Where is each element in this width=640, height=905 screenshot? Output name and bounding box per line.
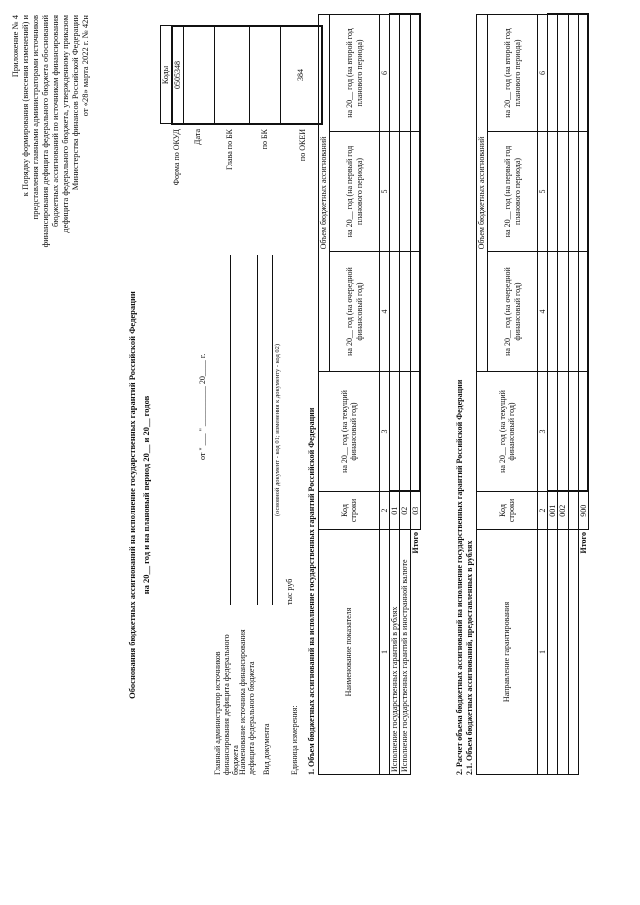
s1-total-cell[interactable]	[410, 132, 420, 252]
glava-code-cell[interactable]	[215, 26, 250, 124]
s1-num: 5	[380, 132, 390, 252]
s2-cell[interactable]	[558, 15, 568, 132]
source-field-line[interactable]	[257, 255, 258, 605]
s1-row-code: 02	[400, 492, 410, 530]
document-date: от " ___ " __________ 20____ г.	[198, 353, 207, 460]
s1-col-code: Код строки	[319, 492, 380, 530]
source-label: Наименование источника финансирования дефицита федерального бюджета	[238, 629, 257, 775]
s2-col-y1: на 20__ год (на очередной финансовый год)	[488, 252, 538, 372]
s1-row-code: 01	[390, 492, 400, 530]
unit-value: тыс руб	[285, 578, 294, 605]
s2-row-name[interactable]	[568, 530, 578, 775]
s1-total-code: 03	[410, 492, 420, 530]
s2-num: 1	[538, 530, 548, 775]
s1-num: 2	[380, 492, 390, 530]
s2-total-code: 900	[578, 492, 588, 530]
s2-num: 4	[538, 252, 548, 372]
s1-cell[interactable]	[390, 252, 400, 372]
s1-col-y0: на 20__ год (на текущий финансовый год)	[319, 372, 380, 492]
section2-heading: 2. Расчет объема бюджетных ассигнований на исполнение государственных гарантий Российской Федерации	[455, 379, 464, 775]
glava-label: Глава по БК	[225, 129, 234, 170]
s1-row-name: Исполнение государственных гарантий в иностранной валюте	[400, 530, 410, 775]
s1-col-group: Объем бюджетных ассигнований	[319, 15, 330, 372]
s2-col-y0: на 20__ год (на текущий финансовый год)	[477, 372, 538, 492]
table-row	[390, 15, 400, 775]
appendix-line: Министерства финансов Российской Федерации	[70, 15, 81, 191]
s2-col-name: Направление гарантирования	[477, 530, 538, 775]
section1-table	[318, 14, 421, 776]
s1-col-name: Наименование показателя	[319, 530, 380, 775]
s2-cell[interactable]	[558, 372, 568, 492]
doc-type-field-line[interactable]	[272, 255, 273, 605]
appendix-line: к Порядку формирования (внесения изменений) и	[20, 15, 31, 197]
s1-col-y3: на 20__ год (на второй год планового периода)	[330, 15, 380, 132]
appendix-line: дефицита федерального бюджета, утвержденному приказом	[60, 15, 71, 233]
s2-num: 6	[538, 15, 548, 132]
s2-num: 5	[538, 132, 548, 252]
date-code-cell[interactable]	[184, 26, 215, 124]
s1-total-cell[interactable]	[410, 15, 420, 132]
s1-num: 3	[380, 372, 390, 492]
s1-cell[interactable]	[390, 15, 400, 132]
section2-subheading: 2.1. Объем бюджетных ассигнований, предоставленных в рублях	[465, 540, 474, 775]
s2-col-group: Объем бюджетных ассигнований	[477, 15, 488, 372]
appendix-line: от «28» марта 2022 г. № 42н	[80, 15, 91, 117]
s1-col-y2: на 20__ год (на первый год планового периода)	[330, 132, 380, 252]
appendix-block	[10, 15, 90, 345]
doc-type-hint: (основной документ - код 01; изменения к документу - код 02)	[274, 343, 281, 517]
page-title: Обоснования бюджетных ассигнований на исполнение государственных гарантий Российской Федерации	[127, 291, 137, 699]
s2-row-name[interactable]	[548, 530, 558, 775]
s1-cell[interactable]	[400, 372, 410, 492]
s1-total-cell[interactable]	[410, 252, 420, 372]
s2-cell[interactable]	[558, 252, 568, 372]
s1-num: 1	[380, 530, 390, 775]
s2-total-label: Итого	[578, 532, 588, 554]
section1-heading: 1. Объем бюджетных ассигнований на исполнение государственных гарантий Российской Федерации	[307, 407, 316, 775]
unit-label: Единица измерения:	[290, 705, 299, 775]
s2-total-cell[interactable]	[578, 132, 588, 252]
s1-num: 6	[380, 15, 390, 132]
okei-value: 384	[281, 26, 323, 124]
s1-total-cell[interactable]	[410, 372, 420, 492]
s1-col-y1: на 20__ год (на очередной финансовый год)	[330, 252, 380, 372]
s1-cell[interactable]	[400, 132, 410, 252]
s2-cell[interactable]	[568, 252, 578, 372]
section2-table	[476, 14, 589, 776]
s2-col-code: Код строки	[477, 492, 538, 530]
s2-cell[interactable]	[568, 372, 578, 492]
total-row	[410, 15, 420, 775]
page-subtitle: на 20__ год и на плановый период 20__ и 20__ годов	[141, 395, 151, 595]
bk-label: по БК	[260, 129, 269, 150]
s2-cell[interactable]	[548, 132, 558, 252]
s1-total-label: Итого	[410, 532, 420, 554]
total-row	[578, 15, 588, 775]
s2-total-cell[interactable]	[578, 252, 588, 372]
s2-col-y2: на 20__ год (на первый год планового периода)	[488, 132, 538, 252]
s2-row-code	[568, 492, 578, 530]
s2-cell[interactable]	[548, 15, 558, 132]
s2-num: 2	[538, 492, 548, 530]
appendix-line: финансирования дефицита федерального бюджета обоснований	[40, 15, 51, 248]
codes-header: Коды	[161, 26, 173, 124]
okud-label: Форма по ОКУД	[172, 129, 181, 186]
table-row	[568, 15, 578, 775]
s2-row-code: 002	[558, 492, 568, 530]
table-row	[400, 15, 410, 775]
s2-cell[interactable]	[558, 132, 568, 252]
s1-cell[interactable]	[400, 15, 410, 132]
s2-row-code: 001	[548, 492, 558, 530]
s2-cell[interactable]	[568, 132, 578, 252]
s2-cell[interactable]	[548, 372, 558, 492]
appendix-line: Приложение № 4	[10, 15, 20, 78]
bk-code-cell[interactable]	[250, 26, 281, 124]
s2-num: 3	[538, 372, 548, 492]
s2-total-cell[interactable]	[578, 372, 588, 492]
date-label: Дата	[193, 129, 202, 145]
codes-table	[160, 25, 323, 125]
s2-total-cell[interactable]	[578, 15, 588, 132]
s2-cell[interactable]	[568, 15, 578, 132]
appendix-line: представления главными администраторами источников	[30, 15, 41, 220]
s2-cell[interactable]	[548, 252, 558, 372]
table-row	[548, 15, 558, 775]
s2-row-name[interactable]	[558, 530, 568, 775]
s1-cell[interactable]	[390, 132, 400, 252]
appendix-line: бюджетных ассигнований по источникам финансирования	[50, 15, 61, 228]
doc-type-label: Вид документа	[262, 723, 271, 775]
s1-num: 4	[380, 252, 390, 372]
s1-cell[interactable]	[400, 252, 410, 372]
s1-cell[interactable]	[390, 372, 400, 492]
s1-row-name: Исполнение государственных гарантий в рублях	[390, 530, 400, 775]
s2-col-y3: на 20__ год (на второй год планового периода)	[488, 15, 538, 132]
okei-label: по ОКЕИ	[298, 129, 307, 162]
admin-field-line[interactable]	[230, 255, 231, 605]
table-row	[558, 15, 568, 775]
okud-value: 0505348	[172, 26, 184, 124]
admin-label: Главный администратор источников финансирования дефицита федерального бюджета	[213, 634, 241, 775]
